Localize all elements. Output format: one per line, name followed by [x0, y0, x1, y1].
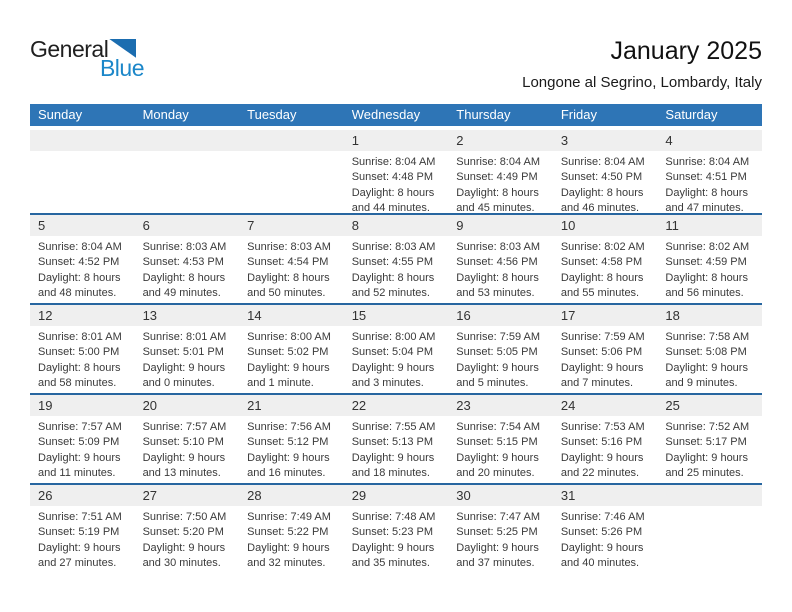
sunset-text: Sunset: 5:25 PM: [456, 526, 538, 539]
day-cell-16: [448, 305, 553, 393]
date-number: 9: [456, 218, 464, 233]
day-cell-27: [135, 485, 240, 573]
date-strip: [344, 485, 449, 506]
sunset-text: Sunset: 4:50 PM: [560, 171, 643, 184]
date-strip: [657, 130, 762, 151]
daylight-text-line2: and 18 minutes.: [351, 467, 430, 480]
sunset-text: Sunset: 5:00 PM: [38, 346, 120, 359]
date-number: 13: [142, 308, 158, 323]
date-number: 3: [560, 133, 569, 148]
day-cell-empty: [135, 130, 240, 213]
day-details: [448, 236, 553, 302]
daylight-text-line2: and 47 minutes.: [665, 202, 744, 213]
day-details: [135, 416, 240, 482]
sunrise-text: Sunrise: 7:59 AM: [456, 331, 541, 343]
sunset-text: Sunset: 5:13 PM: [351, 436, 434, 449]
daylight-text-line2: and 46 minutes.: [560, 202, 640, 213]
date-strip: [239, 130, 344, 151]
location-subtitle: Longone al Segrino, Lombardy, Italy: [522, 74, 762, 91]
day-header-tuesday: Tuesday: [247, 107, 297, 122]
daylight-text-line2: and 9 minutes.: [665, 377, 738, 390]
sunrise-text: Sunrise: 8:04 AM: [456, 156, 541, 168]
sunset-text: Sunset: 5:08 PM: [665, 346, 747, 359]
date-number: 12: [38, 308, 53, 323]
daylight-text-line1: Daylight: 9 hours: [456, 361, 539, 374]
daylight-text-line2: and 27 minutes.: [38, 557, 117, 570]
day-cell-21: [239, 395, 344, 483]
day-details: [30, 416, 135, 482]
date-strip: [344, 215, 449, 236]
day-details: [553, 151, 658, 213]
sunrise-text: Sunrise: 8:00 AM: [247, 331, 331, 343]
daylight-text-line1: Daylight: 8 hours: [560, 271, 644, 284]
sunset-text: Sunset: 4:56 PM: [456, 256, 538, 269]
date-strip: [553, 215, 658, 236]
sunset-text: Sunset: 4:53 PM: [142, 256, 224, 269]
day-cell-13: [135, 305, 240, 393]
daylight-text-line2: and 3 minutes.: [351, 377, 424, 390]
date-number: 19: [38, 398, 53, 413]
sunrise-text: Sunrise: 7:58 AM: [665, 331, 750, 343]
day-details: [30, 506, 135, 572]
date-number: 21: [247, 398, 262, 413]
day-details: [657, 326, 762, 392]
sunset-text: Sunset: 5:01 PM: [142, 346, 224, 359]
daylight-text-line2: and 22 minutes.: [560, 467, 640, 480]
daylight-text-line1: Daylight: 9 hours: [142, 361, 226, 374]
day-details: [344, 151, 449, 213]
day-details: [135, 236, 240, 302]
date-number: 10: [560, 218, 576, 233]
day-cell-24: [553, 395, 658, 483]
date-number: 28: [247, 488, 262, 503]
sunrise-text: Sunrise: 7:50 AM: [142, 511, 227, 523]
calendar-weeks: [30, 130, 762, 573]
daylight-text-line1: Daylight: 8 hours: [351, 271, 435, 284]
daylight-text-line2: and 13 minutes.: [142, 467, 221, 480]
day-cell-28: [239, 485, 344, 573]
page-title: January 2025: [610, 37, 762, 65]
sunset-text: Sunset: 4:52 PM: [38, 256, 120, 269]
day-cell-17: [553, 305, 658, 393]
daylight-text-line1: Daylight: 9 hours: [665, 361, 748, 374]
daylight-text-line1: Daylight: 8 hours: [247, 271, 330, 284]
sunrise-text: Sunrise: 8:01 AM: [38, 331, 122, 343]
date-strip: [135, 305, 240, 326]
daylight-text-line1: Daylight: 9 hours: [142, 451, 226, 464]
day-details: [448, 151, 553, 213]
sunrise-text: Sunrise: 7:47 AM: [456, 511, 541, 523]
logo-text-blue: Blue: [99, 55, 144, 81]
sunset-text: Sunset: 5:23 PM: [351, 526, 434, 539]
date-number: 6: [142, 218, 150, 233]
date-number: 29: [351, 488, 367, 503]
date-strip: [553, 305, 658, 326]
daylight-text-line1: Daylight: 8 hours: [456, 186, 539, 199]
day-header-wednesday: Wednesday: [351, 107, 421, 122]
daylight-text-line1: Daylight: 9 hours: [560, 361, 644, 374]
daylight-text-line2: and 44 minutes.: [351, 202, 430, 213]
date-strip: [239, 305, 344, 326]
date-strip: [344, 305, 449, 326]
daylight-text-line1: Daylight: 9 hours: [560, 451, 644, 464]
day-details: [344, 236, 449, 302]
day-cell-18: [657, 305, 762, 393]
sunrise-text: Sunrise: 7:51 AM: [38, 511, 122, 523]
date-number: 15: [351, 308, 367, 323]
date-number: 18: [665, 308, 680, 323]
day-details: [135, 326, 240, 392]
sunrise-text: Sunrise: 7:59 AM: [560, 331, 645, 343]
day-cell-empty: [239, 130, 344, 213]
daylight-text-line2: and 25 minutes.: [665, 467, 744, 480]
day-cell-19: [30, 395, 135, 483]
daylight-text-line1: Daylight: 9 hours: [456, 451, 539, 464]
date-number: 11: [665, 218, 679, 233]
daylight-text-line2: and 30 minutes.: [142, 557, 221, 570]
sunrise-text: Sunrise: 8:03 AM: [247, 241, 331, 253]
day-cell-12: [30, 305, 135, 393]
sunrise-text: Sunrise: 8:04 AM: [560, 156, 645, 168]
day-header-saturday: Saturday: [665, 107, 718, 122]
day-cell-3: [553, 130, 658, 213]
sunset-text: Sunset: 5:05 PM: [456, 346, 538, 359]
sunset-text: Sunset: 4:59 PM: [665, 256, 747, 269]
daylight-text-line1: Daylight: 8 hours: [665, 271, 748, 284]
day-cell-26: [30, 485, 135, 573]
daylight-text-line2: and 50 minutes.: [247, 287, 326, 300]
date-strip: [657, 485, 762, 506]
sunset-text: Sunset: 4:49 PM: [456, 171, 538, 184]
date-number: 26: [38, 488, 53, 503]
day-details: [448, 416, 553, 482]
sunrise-text: Sunrise: 8:03 AM: [142, 241, 227, 253]
daylight-text-line2: and 53 minutes.: [456, 287, 535, 300]
date-strip: [344, 395, 449, 416]
daylight-text-line1: Daylight: 8 hours: [351, 186, 435, 199]
daylight-text-line1: Daylight: 9 hours: [247, 451, 330, 464]
sunrise-text: Sunrise: 7:53 AM: [560, 421, 645, 433]
sunrise-text: Sunrise: 8:04 AM: [665, 156, 750, 168]
daylight-text-line2: and 48 minutes.: [38, 287, 117, 300]
day-header-monday: Monday: [142, 107, 189, 122]
day-cell-4: [657, 130, 762, 213]
daylight-text-line2: and 7 minutes.: [560, 377, 633, 390]
week-row: [30, 130, 762, 213]
day-details: [657, 236, 762, 302]
week-row: [30, 483, 762, 573]
day-details: [344, 506, 449, 572]
general-blue-logo: [30, 36, 146, 81]
daylight-text-line2: and 35 minutes.: [351, 557, 430, 570]
daylight-text-line2: and 11 minutes.: [38, 467, 116, 480]
day-cell-20: [135, 395, 240, 483]
date-strip: [657, 215, 762, 236]
sunset-text: Sunset: 5:20 PM: [142, 526, 224, 539]
sunset-text: Sunset: 4:58 PM: [560, 256, 643, 269]
calendar-table: [30, 104, 762, 573]
date-strip: [30, 395, 135, 416]
day-cell-empty: [30, 130, 135, 213]
day-details: [553, 236, 658, 302]
sunset-text: Sunset: 5:02 PM: [247, 346, 329, 359]
sunrise-text: Sunrise: 7:48 AM: [351, 511, 436, 523]
sunrise-text: Sunrise: 8:04 AM: [38, 241, 122, 253]
sunrise-text: Sunrise: 7:49 AM: [247, 511, 331, 523]
date-number: 27: [142, 488, 158, 503]
day-details: [448, 506, 553, 572]
sunrise-text: Sunrise: 8:02 AM: [665, 241, 750, 253]
day-cell-30: [448, 485, 553, 573]
date-strip: [239, 395, 344, 416]
day-details: [30, 236, 135, 302]
daylight-text-line2: and 49 minutes.: [142, 287, 221, 300]
date-number: 30: [456, 488, 471, 503]
sunrise-text: Sunrise: 8:03 AM: [351, 241, 436, 253]
day-details: [239, 416, 344, 482]
day-cell-22: [344, 395, 449, 483]
date-number: 14: [247, 308, 262, 323]
date-number: 23: [456, 398, 471, 413]
date-number: 5: [38, 218, 46, 233]
sunset-text: Sunset: 5:10 PM: [142, 436, 224, 449]
day-details: [239, 326, 344, 392]
day-details: [135, 506, 240, 572]
date-strip: [448, 215, 553, 236]
date-number: 16: [456, 308, 471, 323]
date-strip: [30, 485, 135, 506]
date-strip: [239, 215, 344, 236]
date-strip: [30, 305, 135, 326]
daylight-text-line1: Daylight: 8 hours: [38, 361, 121, 374]
day-cell-6: [135, 215, 240, 303]
date-strip: [448, 305, 553, 326]
daylight-text-line2: and 1 minute.: [247, 377, 314, 390]
day-cell-1: [344, 130, 449, 213]
date-strip: [135, 215, 240, 236]
week-row: [30, 303, 762, 393]
date-strip: [30, 215, 135, 236]
sunset-text: Sunset: 5:06 PM: [560, 346, 643, 359]
sunset-text: Sunset: 4:48 PM: [351, 171, 434, 184]
date-strip: [448, 485, 553, 506]
day-header-row: [30, 104, 762, 126]
day-cell-31: [553, 485, 658, 573]
sunrise-text: Sunrise: 7:52 AM: [665, 421, 750, 433]
daylight-text-line1: Daylight: 8 hours: [665, 186, 748, 199]
daylight-text-line2: and 56 minutes.: [665, 287, 744, 300]
daylight-text-line1: Daylight: 9 hours: [38, 451, 121, 464]
daylight-text-line1: Daylight: 9 hours: [351, 451, 435, 464]
date-strip: [135, 130, 240, 151]
daylight-text-line2: and 58 minutes.: [38, 377, 117, 390]
day-header-friday: Friday: [560, 107, 597, 122]
sunrise-text: Sunrise: 8:03 AM: [456, 241, 541, 253]
day-details: [553, 506, 658, 572]
sunset-text: Sunset: 4:55 PM: [351, 256, 434, 269]
daylight-text-line1: Daylight: 8 hours: [456, 271, 539, 284]
date-strip: [344, 130, 449, 151]
sunset-text: Sunset: 5:16 PM: [560, 436, 643, 449]
day-details: [239, 236, 344, 302]
sunrise-text: Sunrise: 7:57 AM: [142, 421, 227, 433]
daylight-text-line2: and 52 minutes.: [351, 287, 430, 300]
date-number: 2: [456, 133, 464, 148]
date-number: 8: [351, 218, 359, 233]
sunrise-text: Sunrise: 8:01 AM: [142, 331, 227, 343]
day-details: [657, 416, 762, 482]
daylight-text-line2: and 0 minutes.: [142, 377, 215, 390]
title-block: [522, 36, 762, 92]
daylight-text-line1: Daylight: 9 hours: [560, 541, 644, 554]
daylight-text-line1: Daylight: 9 hours: [38, 541, 121, 554]
date-number: 1: [351, 133, 359, 148]
sunrise-text: Sunrise: 7:57 AM: [38, 421, 122, 433]
sunset-text: Sunset: 5:26 PM: [560, 526, 643, 539]
sunset-text: Sunset: 5:19 PM: [38, 526, 120, 539]
sunset-text: Sunset: 5:15 PM: [456, 436, 538, 449]
day-cell-7: [239, 215, 344, 303]
day-cell-23: [448, 395, 553, 483]
date-strip: [135, 395, 240, 416]
date-number: 17: [560, 308, 576, 323]
day-cell-empty: [657, 485, 762, 573]
day-cell-2: [448, 130, 553, 213]
daylight-text-line1: Daylight: 9 hours: [142, 541, 226, 554]
date-strip: [239, 485, 344, 506]
sunrise-text: Sunrise: 8:04 AM: [351, 156, 436, 168]
date-strip: [553, 485, 658, 506]
daylight-text-line1: Daylight: 9 hours: [351, 361, 435, 374]
day-details: [239, 506, 344, 572]
week-row: [30, 213, 762, 303]
daylight-text-line2: and 40 minutes.: [560, 557, 640, 570]
daylight-text-line2: and 16 minutes.: [247, 467, 326, 480]
date-strip: [30, 130, 135, 151]
sunrise-text: Sunrise: 7:54 AM: [456, 421, 541, 433]
daylight-text-line1: Daylight: 9 hours: [247, 541, 330, 554]
day-cell-11: [657, 215, 762, 303]
sunset-text: Sunset: 5:17 PM: [665, 436, 747, 449]
daylight-text-line2: and 55 minutes.: [560, 287, 640, 300]
daylight-text-line2: and 45 minutes.: [456, 202, 535, 213]
daylight-text-line2: and 20 minutes.: [456, 467, 535, 480]
day-header-thursday: Thursday: [456, 107, 511, 122]
day-details: [448, 326, 553, 392]
daylight-text-line2: and 37 minutes.: [456, 557, 535, 570]
date-number: 22: [351, 398, 367, 413]
daylight-text-line1: Daylight: 8 hours: [560, 186, 644, 199]
sunrise-text: Sunrise: 8:02 AM: [560, 241, 645, 253]
sunset-text: Sunset: 4:51 PM: [665, 171, 747, 184]
daylight-text-line1: Daylight: 8 hours: [142, 271, 226, 284]
daylight-text-line1: Daylight: 9 hours: [665, 451, 748, 464]
date-strip: [448, 395, 553, 416]
date-strip: [553, 130, 658, 151]
sunrise-text: Sunrise: 8:00 AM: [351, 331, 436, 343]
date-strip: [553, 395, 658, 416]
day-header-sunday: Sunday: [38, 107, 83, 122]
day-details: [344, 326, 449, 392]
sunset-text: Sunset: 5:09 PM: [38, 436, 120, 449]
date-strip: [135, 485, 240, 506]
day-cell-15: [344, 305, 449, 393]
date-number: 7: [247, 218, 255, 233]
logo-text-general: General: [30, 36, 109, 62]
sunset-text: Sunset: 4:54 PM: [247, 256, 329, 269]
day-cell-9: [448, 215, 553, 303]
daylight-text-line1: Daylight: 9 hours: [351, 541, 435, 554]
day-details: [30, 326, 135, 392]
sunset-text: Sunset: 5:04 PM: [351, 346, 434, 359]
daylight-text-line1: Daylight: 8 hours: [38, 271, 121, 284]
daylight-text-line2: and 32 minutes.: [247, 557, 326, 570]
date-number: 24: [560, 398, 576, 413]
day-details: [553, 326, 658, 392]
day-details: [657, 151, 762, 213]
sunset-text: Sunset: 5:22 PM: [247, 526, 329, 539]
daylight-text-line1: Daylight: 9 hours: [247, 361, 330, 374]
day-cell-25: [657, 395, 762, 483]
date-number: 20: [142, 398, 158, 413]
day-cell-8: [344, 215, 449, 303]
sunset-text: Sunset: 5:12 PM: [247, 436, 329, 449]
week-row: [30, 393, 762, 483]
sunrise-text: Sunrise: 7:55 AM: [351, 421, 436, 433]
day-cell-29: [344, 485, 449, 573]
date-strip: [448, 130, 553, 151]
date-number: 4: [665, 133, 673, 148]
day-cell-10: [553, 215, 658, 303]
date-strip: [657, 395, 762, 416]
day-cell-5: [30, 215, 135, 303]
day-details: [344, 416, 449, 482]
sunrise-text: Sunrise: 7:46 AM: [560, 511, 645, 523]
day-details: [553, 416, 658, 482]
day-cell-14: [239, 305, 344, 393]
sunrise-text: Sunrise: 7:56 AM: [247, 421, 331, 433]
date-number: 31: [560, 488, 576, 503]
date-number: 25: [665, 398, 680, 413]
date-strip: [657, 305, 762, 326]
daylight-text-line2: and 5 minutes.: [456, 377, 529, 390]
daylight-text-line1: Daylight: 9 hours: [456, 541, 539, 554]
